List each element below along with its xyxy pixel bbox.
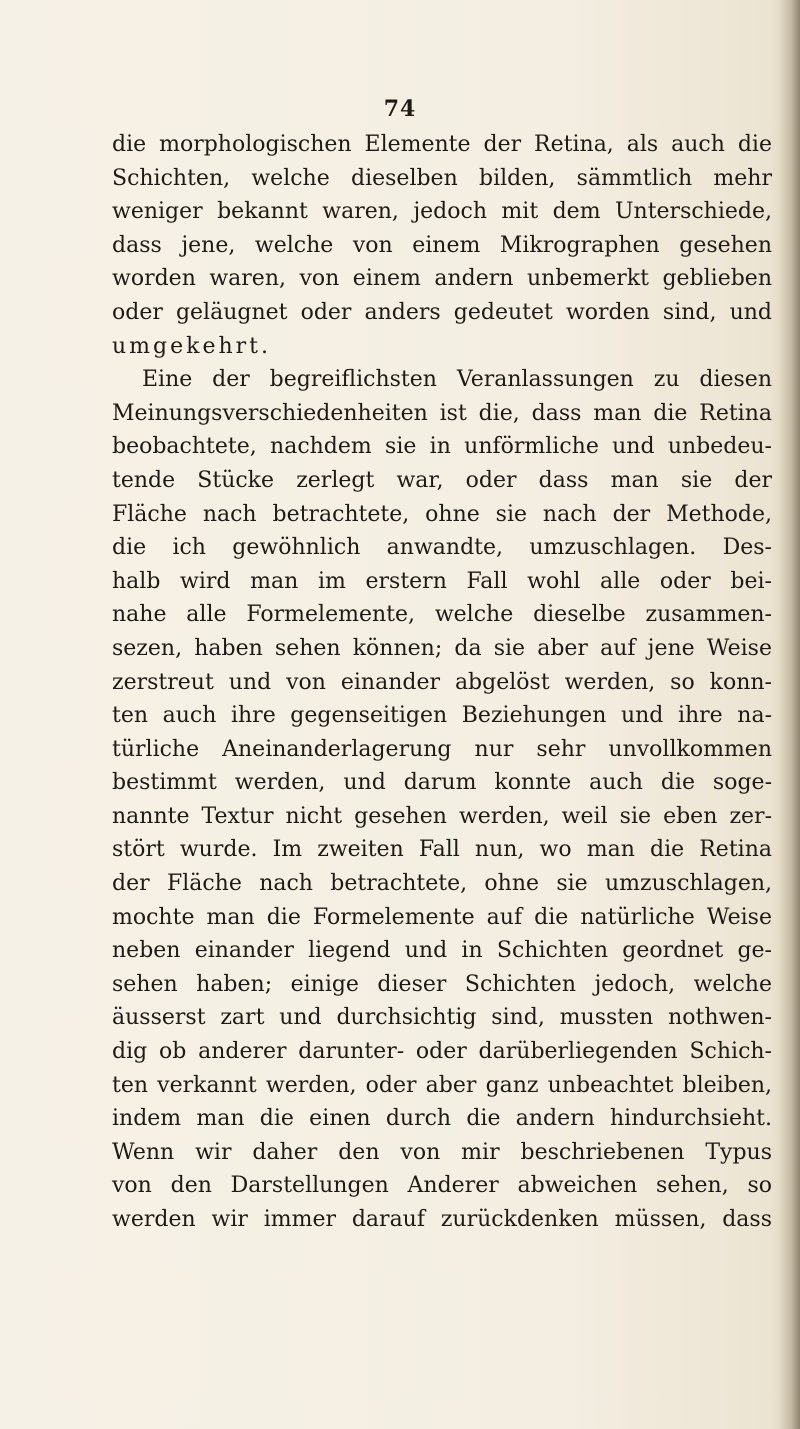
text-line: ten auch ihre gegenseitigen Beziehungen und ihre na- <box>112 703 772 729</box>
text-line: neben einander liegend und in Schichten geordnet ge- <box>112 938 772 964</box>
text-line: sehen haben; einige dieser Schichten jedoch, welche <box>112 971 772 997</box>
text-line: äusserst zart und durchsichtig sind, mussten nothwen- <box>112 1005 772 1031</box>
body-text <box>112 128 772 1237</box>
text-line: Schichten, welche dieselben bilden, sämmtlich mehr <box>112 165 772 191</box>
text-line: bestimmt werden, und darum konnte auch die soge- <box>112 770 772 796</box>
text-line: oder geläugnet oder anders gedeutet worden sind, und <box>112 299 772 325</box>
page-edge-shadow <box>778 0 800 1429</box>
text-line: worden waren, von einem andern unbemerkt geblieben <box>112 266 772 292</box>
text-line: Eine der begreiflichsten Veranlassungen zu diesen <box>142 367 772 393</box>
text-line: beobachtete, nachdem sie in unförmliche und unbedeu- <box>112 434 772 460</box>
text-line: nannte Textur nicht gesehen werden, weil sie eben zer- <box>112 803 772 829</box>
text-line: weniger bekannt waren, jedoch mit dem Unterschiede, <box>112 199 772 225</box>
text-line: die morphologischen Elemente der Retina, als auch die <box>112 132 772 157</box>
text-line: ten verkannt werden, oder aber ganz unbeachtet bleiben, <box>112 1072 772 1098</box>
text-line: Meinungsverschiedenheiten ist die, dass man die Retina <box>112 400 772 426</box>
text-line: stört wurde. Im zweiten Fall nun, wo man die Retina <box>112 837 772 863</box>
text-line: indem man die einen durch die andern hindurchsieht. <box>112 1106 772 1132</box>
text-line: die ich gewöhnlich anwandte, umzuschlagen. Des- <box>112 535 772 561</box>
text-line: zerstreut und von einander abgelöst werden, so konn- <box>112 669 772 695</box>
text-line: tende Stücke zerlegt war, oder dass man sie der <box>112 467 772 493</box>
text-line: der Fläche nach betrachtete, ohne sie umzuschlagen, <box>112 871 772 897</box>
text-line: Wenn wir daher den von mir beschriebenen Typus <box>112 1139 772 1165</box>
text-line: nahe alle Formelemente, welche dieselbe zusammen- <box>112 602 772 628</box>
text-line: halb wird man im erstern Fall wohl alle oder bei- <box>112 568 772 594</box>
page-number: 74 <box>383 96 417 122</box>
text-line: türliche Aneinanderlagerung nur sehr unvollkommen <box>112 736 772 762</box>
text-line: werden wir immer darauf zurückdenken müssen, dass <box>112 1207 772 1232</box>
text-line: von den Darstellungen Anderer abweichen sehen, so <box>112 1173 772 1199</box>
text-line: dass jene, welche von einem Mikrographen gesehen <box>112 232 772 258</box>
text-line: Fläche nach betrachtete, ohne sie nach der Methode, <box>112 501 772 527</box>
text-line: sezen, haben sehen können; da sie aber auf jene Weise <box>112 635 772 661</box>
text-line: mochte man die Formelemente auf die natürliche Weise <box>112 904 772 930</box>
text-line: umgekehrt. <box>112 333 272 359</box>
text-line: dig ob anderer darunter- oder darüberliegenden Schich- <box>112 1039 772 1065</box>
